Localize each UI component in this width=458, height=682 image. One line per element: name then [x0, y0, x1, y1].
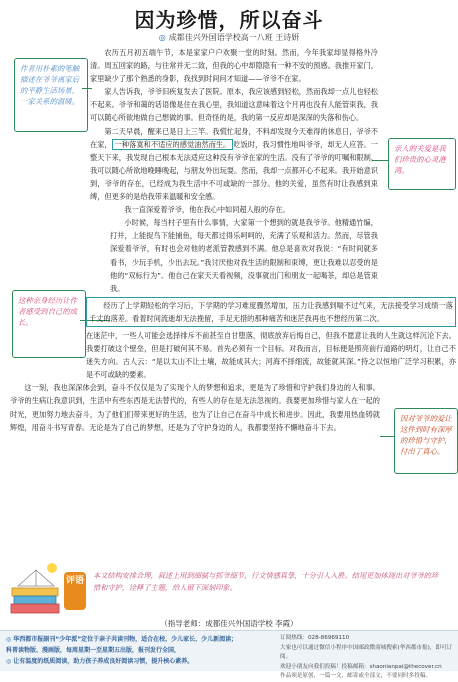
submission-rules: 作品须是原创，一篇一文，邮寄或全部文，不要同时多投稿。	[280, 673, 432, 679]
highlighted-sentence-1: 一种落寞和不适应的感觉油然而生。	[112, 139, 234, 150]
paragraph-6	[86, 297, 456, 382]
instructor-credit: （指导老师：成都佳兴外国语学校 李霞）	[160, 619, 298, 628]
paragraph-3	[90, 125, 378, 204]
footer-line-2: 科普读物版、漫画版，每周星期一至星期五出版，报刊发行全国，	[6, 647, 181, 654]
subscribe-hotline: 订阅热线：028-86969110	[280, 635, 350, 641]
footer-line-1: ◎ 华西都市报副刊“少年派”定位于亲子共读刊物，适合在校、少儿家长、少儿新阅读；	[6, 636, 238, 643]
article-title: 因为珍惜，所以奋斗	[134, 8, 324, 32]
bullet-icon: ◎	[158, 33, 166, 42]
paragraph-3-end: 吃饭时，我习惯性地叫爷爷，却无人应答。一整天下来，我发现自己根本无法适应这种没有爷爷在家的生活。没有了爷爷的叮嘱和限制，我可以随心所欲地晚睡晚起，与朋友外出玩耍。然而，我却一点都开心不起来。我开始意识到，爷爷的存在，已经成为我生活中不可或缺的一部分。他的关爱，虽然有时让我感到束缚，但更多的是给我带来温暖和安全感。	[90, 139, 378, 202]
paragraph-2: 家人告诉我，爷爷旧疾复发去了医院。原本，我应该感到轻松，然而我却一点儿也轻松不起来。爷爷和蔼的话语像是住在我心里，我知道这意味着这个月再也没有人能管束我，我可以随心所欲地做自己想做的事。但奇怪的是，我的第一反应却是深深的失落和伤心。	[90, 87, 378, 123]
paragraph-4: 我一直深爱着爷爷，他在我心中如同超人般的存在。	[124, 205, 290, 215]
subscribe-instructions: 大家也可以通过微信小程序中国邮政微商城搜索(华西都市报)，即可订阅。	[280, 644, 453, 660]
note-connector-4	[380, 436, 394, 437]
paragraph-7: 这一刻，我也深深体会到，奋斗不仅仅是为了实现个人的梦想和追求，更是为了珍惜和守护我们身边的人和事。爷爷的生病让我意识到，生活中有些东西是无法替代的，有些人的存在是无法忽视的。我要更加珍惜与家人在一起的时光，更加努力地去奋斗，为了他们们带来更好的生活，也为了让自己在奋斗中成长和进步。因此，我要用热血铸就辉煌，用奋斗书写青春。无论是为了自己的梦想，还是为了守护身边的人，我都要坚持不懈地奋斗下去。	[10, 383, 380, 432]
byline-text: 成都佳兴外国语学校高一八班 王诗妍	[168, 33, 300, 42]
footer	[0, 630, 458, 679]
paragraph-5: 小时候，每当村子里有什么事情，大家第一个想到的就是我爷爷。他精通竹编，打井，上能捉鸟下能捕鱼，每天都过得乐呵呵的，充满了乐观和活力。然而，尽管我深爱着爷爷，有时也会对他的老派管教感到不满。他总是喜欢对我说：“有时间就多看书，少玩手机，少出去玩。”我讨厌他对我生活的限制和束缚，更让我难以忍受的是他的“双标行为”。他自己在家天天看视频，没事就出门和朋友一起喝茶，却总是管束我。	[110, 218, 378, 293]
comment-badge: 评语	[64, 572, 86, 610]
bullet-icon: ◎	[6, 658, 12, 665]
paragraph-3-start: 第二天早晨，醒来已是日上三竿。我慌忙起身，不料却发现今天难得的休息日，爷爷不在家，	[90, 126, 378, 149]
books-illustration	[8, 558, 64, 620]
paragraph-6-end: 在迷茫中，一些人可能会选择排斥不前甚至自甘堕落，彻底放弃后悔自己，但我不愿意让我的人生就这样沉沦下去。我要打破这个壁垒，但是打破何其不易。首先必须有一个目标。对我而言，目标便是照亮前行道路的明灯，让自己不迷失方向。古人云：“是以太山不让土壤，故能成其大；河海不择细流，故能就其深。”持之以恒地广泛学习积累，亦是不可或缺的要素。	[86, 330, 456, 380]
highlighted-sentence-2: 经历了上学期轻松的学习后，下学期的学习难度骤然增加，压力让我感到喘不过气来，无法接受学习成绩一落千丈的落差。看着时间流逝却无法挽留，手足无措的那种痛苦和迷茫我再也不想经历第二次。	[86, 297, 456, 327]
paragraph-1: 农历五月初五端午节，本是家家户户欢聚一堂的时刻。然而，今年我家却显得格外冷清。周五回家的路，与往常并无二致，但我的心中却隐隐有一种不安的预感。我推开家门，家里缺少了那个熟悉的身影，我找到时间问才知道——爷爷不在家。	[90, 48, 378, 84]
margin-note-left-2: 这种亲身经历让作者感受到自己的成长。	[12, 290, 86, 358]
byline	[0, 32, 458, 43]
margin-note-left-1: 作者用朴素的笔触描述在爷爷离家后的平静生活场景，一家关系的温暖。	[14, 58, 88, 132]
bullet-icon: ◎	[6, 636, 12, 643]
footer-right	[280, 634, 456, 682]
footer-left	[6, 634, 276, 667]
margin-note-right-1: 亲人的关爱是我们珍贵的心灵港湾。	[388, 138, 456, 190]
teacher-comment	[65, 570, 445, 606]
comment-text: 本文结构安排合理，叙述上用到细腻与抓爷细节，行文情感真挚，十分引人入胜。结尾更加体现出对爷爷的珍惜和守护，诠释了主题，给人留下深刻印象。	[93, 571, 439, 592]
submission-email: 欢迎小朋友向我们投稿！投稿邮箱：shaonianpai@thecover.cn	[280, 663, 442, 670]
margin-note-right-2: 因对爷爷的爱让这件到时有深厚的珍惜与守护，付出了真心。	[394, 408, 458, 474]
footer-line-3: ◎ 让有温度的纸质阅读，助力孩子养成良好阅读习惯，提升核心素养。	[6, 658, 194, 665]
